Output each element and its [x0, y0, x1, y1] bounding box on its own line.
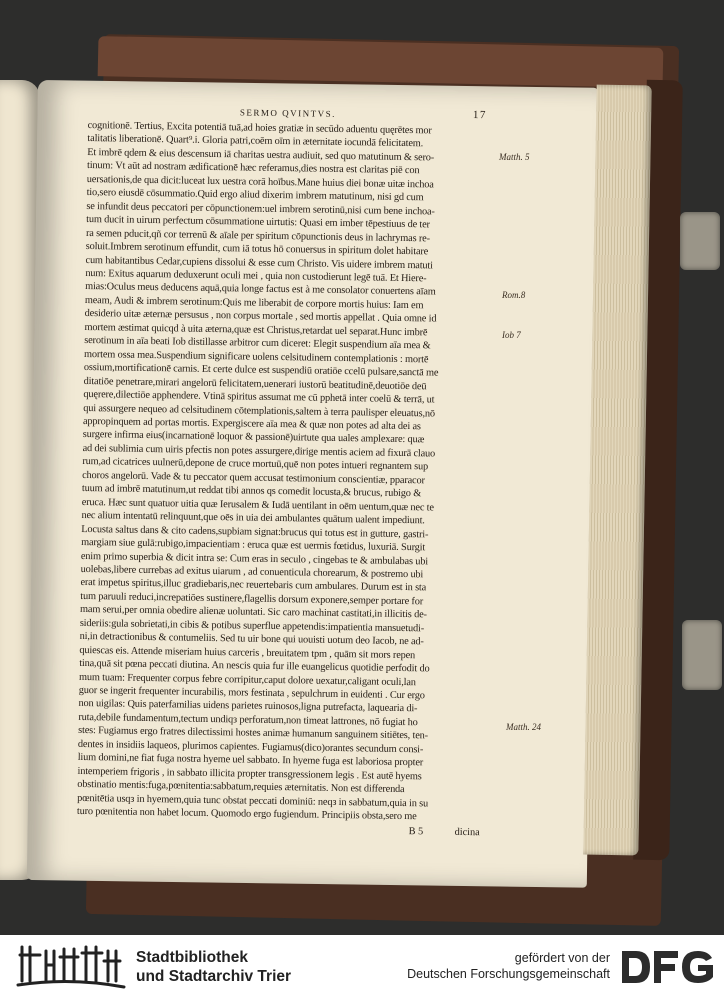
- text-line: eruca. Hæc sunt quatuor uitia quæ Ierusalem & Iudā uentilant in oēm uentum,quæ nec te: [81, 496, 434, 514]
- text-line: ruta,debile fundamentum,tectum undiqз perforatum,non timeat lattrones, nō fugiat ho: [78, 711, 418, 729]
- text-line: tina,quā sit pœna peccati diutina. An nescis quia fur ille euangelicus quotidie perfodit do: [79, 658, 430, 675]
- text-line: rum,ad cicatrices uulnerū,depone de cruce mortuū,quē non potes intueri regnantem sup: [82, 456, 429, 473]
- text-line: soluit.Imbrem serotinum effundit, cum iā totus hō conuersus in spiritum dolet habitare: [85, 241, 429, 258]
- text-line: tio,sero eiusdē cōsummatio.Quid ergo aliud dixerim imbrem matutinum, nisi gd cum: [86, 187, 424, 204]
- library-name: [136, 948, 291, 986]
- text-line: ditatiōe penetrare,mirari angelorū felicitatem,uenerari iustorū beatitudinē,deuotiōe deū: [83, 375, 427, 392]
- text-line: mortem æstimat quicqd à uita æterna,quæ est Christus,retardat uel separat.Hunc imbrē: [84, 321, 428, 339]
- text-line: mum tuam: Frequenter corpus febre corripitur,caput dolore uexatur,caligant oculi,lan: [78, 671, 416, 688]
- text-line: uolebas,libere currebas ad exitus uiarum , ad conuenticula chorearum, & postremo ubi: [80, 563, 424, 581]
- text-line: talitatis liberationē. Quart⁹.i. Gloria patri,coēm oīm in æternitate iocundā felicitatem.: [87, 133, 424, 150]
- catchword: dicina: [454, 826, 480, 838]
- library-name-line1: Stadtbibliothek: [136, 949, 248, 966]
- funding-line1: gefördert von der: [514, 951, 610, 965]
- text-line: nec alium intentatū relinquunt,que oēs in uia dei ambulantes quātum ualent impediunt.: [81, 510, 425, 527]
- text-lines: [77, 119, 500, 825]
- text-line: enim primo superbia & dicit intra se: Cum eras in seculo , cingebas te & ambulabas ubi: [80, 550, 429, 567]
- text-line: tuum ad imbrē matutinum,ut reddat tibi annos qs comedit locusta,& brucus, rubigo &: [81, 483, 422, 500]
- text-line: quęrere,dilectiōe apphendere. Vtinā spiritus assumat me cū pphetā inter coelū & terrā, ut: [83, 389, 435, 406]
- text-line: turo pœnitentia non habet locum. Quomodo ergo fugiendum. Principiis obsta,sero me: [76, 806, 417, 823]
- text-line: sideriis:gula sobrietati,in cibis & potibus superflue appetendis:impatientia mansuetudi-: [79, 617, 425, 635]
- signature-mark: B 5: [408, 825, 424, 837]
- text-line: se infundit deus peccatori per cōpunctionem:uel imbrem serotinū,nisi cum bene inchoa-: [86, 200, 435, 218]
- text-line: desiderio uitæ æternæ persusus , non corpus mortale , sed mortis appellat . Quia omne id: [84, 308, 437, 325]
- text-line: cognitionē. Tertius, Excita potentiā tuā,ad hoies gratiæ in secūdo aduentu quęrētes mor: [87, 119, 432, 137]
- text-line: serotinum in aīa beati Iob distillasse arbitror cum diceret: Elegit suspendium aīa mea &: [84, 335, 431, 352]
- text-line: pœnitētia usqз in hyemem,quia tunc obstat peccati dominiū: neqз in sabbatum,quia in su: [77, 792, 429, 810]
- text-line: Locusta saltus dans & cito cadens,supbiam signat:brucus qui totus est in gutture, gastri-: [81, 523, 429, 540]
- text-line: intemperiem frigoris , in sabbato illicita propter transgressionem legis . Est autē hyems: [77, 765, 422, 783]
- text-line: obstinatio mentis:fuga,pœnitentia:sabbatum,requies æternitatis. Non est differenda: [77, 779, 405, 796]
- text-line: surgere infirma eius(incarnationē loquor & passionē)uirtute qua uales amplexare: quæ: [82, 429, 425, 446]
- funding-notice: [370, 950, 610, 982]
- text-line: tum ducit in uirum perfectum cōsummatione uirtutis: Quasi em imber tēpestiuus de ter: [86, 214, 430, 231]
- text-line: quiescas eis. Attende miseriam huius carceris , breuitatem tpm , quām sit mors repen: [79, 644, 416, 661]
- text-line: mortem ossa mea.Suspendium significare uolens celsitudinem contemplationis : mortē: [83, 348, 429, 366]
- text-line: tinum: Vt aūt ad nostram ædificationē hæc referamus,dies nostra est claritas piē con: [86, 160, 420, 177]
- footer-banner: [0, 935, 724, 1000]
- running-head: SERMO QVINTVS.: [239, 107, 336, 119]
- text-line: ra semen pducit,qñ cor terrenū & aīale per spiritum cōpunctionis deus in lachrymas re-: [85, 227, 430, 245]
- margin-note: Iob 7: [502, 330, 521, 340]
- text-line: cum habitantibus Cedar,cupiens dissolui & esse cum Christo. Vis uidere imbrem matuti: [85, 254, 433, 271]
- margin-note: Matth. 24: [506, 722, 541, 732]
- margin-note: Rom.8: [502, 290, 526, 300]
- metal-clasp-icon: [682, 620, 722, 690]
- text-line: choros angelorū. Vade & tu peccator quem accusat testimonium conscientiæ, pparacor: [82, 469, 425, 487]
- text-line: mam serui,per omnia obedire alienæ uoluntati. Sic caro machinat castitati,in illicitis de-: [79, 604, 427, 621]
- text-line: ad dei sublimia cum uiris pfectis non potes assurgere,dirige mentis aciem ad fixurā clauo: [82, 442, 436, 460]
- text-line: dentes in insidiis laqueos, plurimos capientes. Fugiamus(dico)orantes secundum consi-: [77, 738, 424, 756]
- text-line: num: Exitus aquarum deduxerunt oculi mei , quia non custodierunt legē tuā. Et Hiere-: [85, 267, 427, 285]
- page-number: 17: [472, 109, 487, 122]
- text-line: meam, Audi & imbrem serotinum:Quis me liberabit de corpore mortis huius: Iam em: [84, 294, 424, 312]
- library-name-line2: und Stadtarchiv Trier: [136, 968, 292, 985]
- text-line: stes: Fugiamus ergo fratres dilectissimi hostes animæ humanum sanguinem sitiētes, ten-: [78, 725, 429, 742]
- page-text-block: [77, 105, 500, 841]
- text-line: lium domini,ne fiat fuga nostra hyeme uel sabbato. In hyeme fuga est laboriosa propter: [77, 752, 424, 769]
- text-line: ossium,mortificationē carnis. Et certe dulce est suspendiū oratiōe ccelū pulsare,sanctā me: [83, 362, 439, 379]
- library-logo-icon: [16, 943, 126, 991]
- metal-clasp-icon: [680, 212, 720, 270]
- text-line: mias:Oculus meus deducens aquā,quia longe factus est à me consolator conuertens aīam: [85, 281, 436, 298]
- text-line: uersationis,de qua dicit:luceat lux uestra corā hoībus.Mane huius diei bonæ uitæ inchoa: [86, 173, 434, 191]
- text-line: non uigilas: Quis paterfamilias uidens parietes ruinosos,ligna putrefacta, laquearia di-: [78, 698, 418, 715]
- text-line: Et imbrē qdem & eius descensum iā charitas uestra audiuit, sed quo matutinum & sero-: [87, 146, 435, 164]
- text-line: ni,in detractionibus & contumeliis. Sed tu uir bone qui uouisti uotum deo Iacob, ne ad-: [79, 631, 424, 648]
- text-line: qui assurgere nequeo ad celsitudinem cōtemplationis,saltem à terra paulisper eleuatus,nō: [83, 402, 436, 420]
- dfg-logo: [620, 949, 716, 985]
- text-line: appropinquem ad portas mortis. Expergiscere aīa mea & quæ non potes ad alta dei as: [82, 415, 421, 433]
- text-line: margiam siue gulā:rubigo,impacientiam : eruca quæ est uermis fœtidus, luxuriā. Surgit: [81, 536, 426, 554]
- margin-note: Matth. 5: [499, 152, 530, 162]
- text-line: guor se ingerit frequenter incurabilis, mors festinata , sepulchrum in euidenti . Cur ergo: [78, 684, 425, 702]
- text-line: erat impetus spiritus,illuc gradiebaris,nec reuertebaris cum ambulares. Durum est in sta: [80, 577, 427, 594]
- funding-line2: Deutschen Forschungsgemeinschaft: [407, 967, 610, 981]
- text-line: tum paruuli reduci,increpatiōes sustinere,flagellis dorsum exponere,semper portare for: [80, 590, 424, 608]
